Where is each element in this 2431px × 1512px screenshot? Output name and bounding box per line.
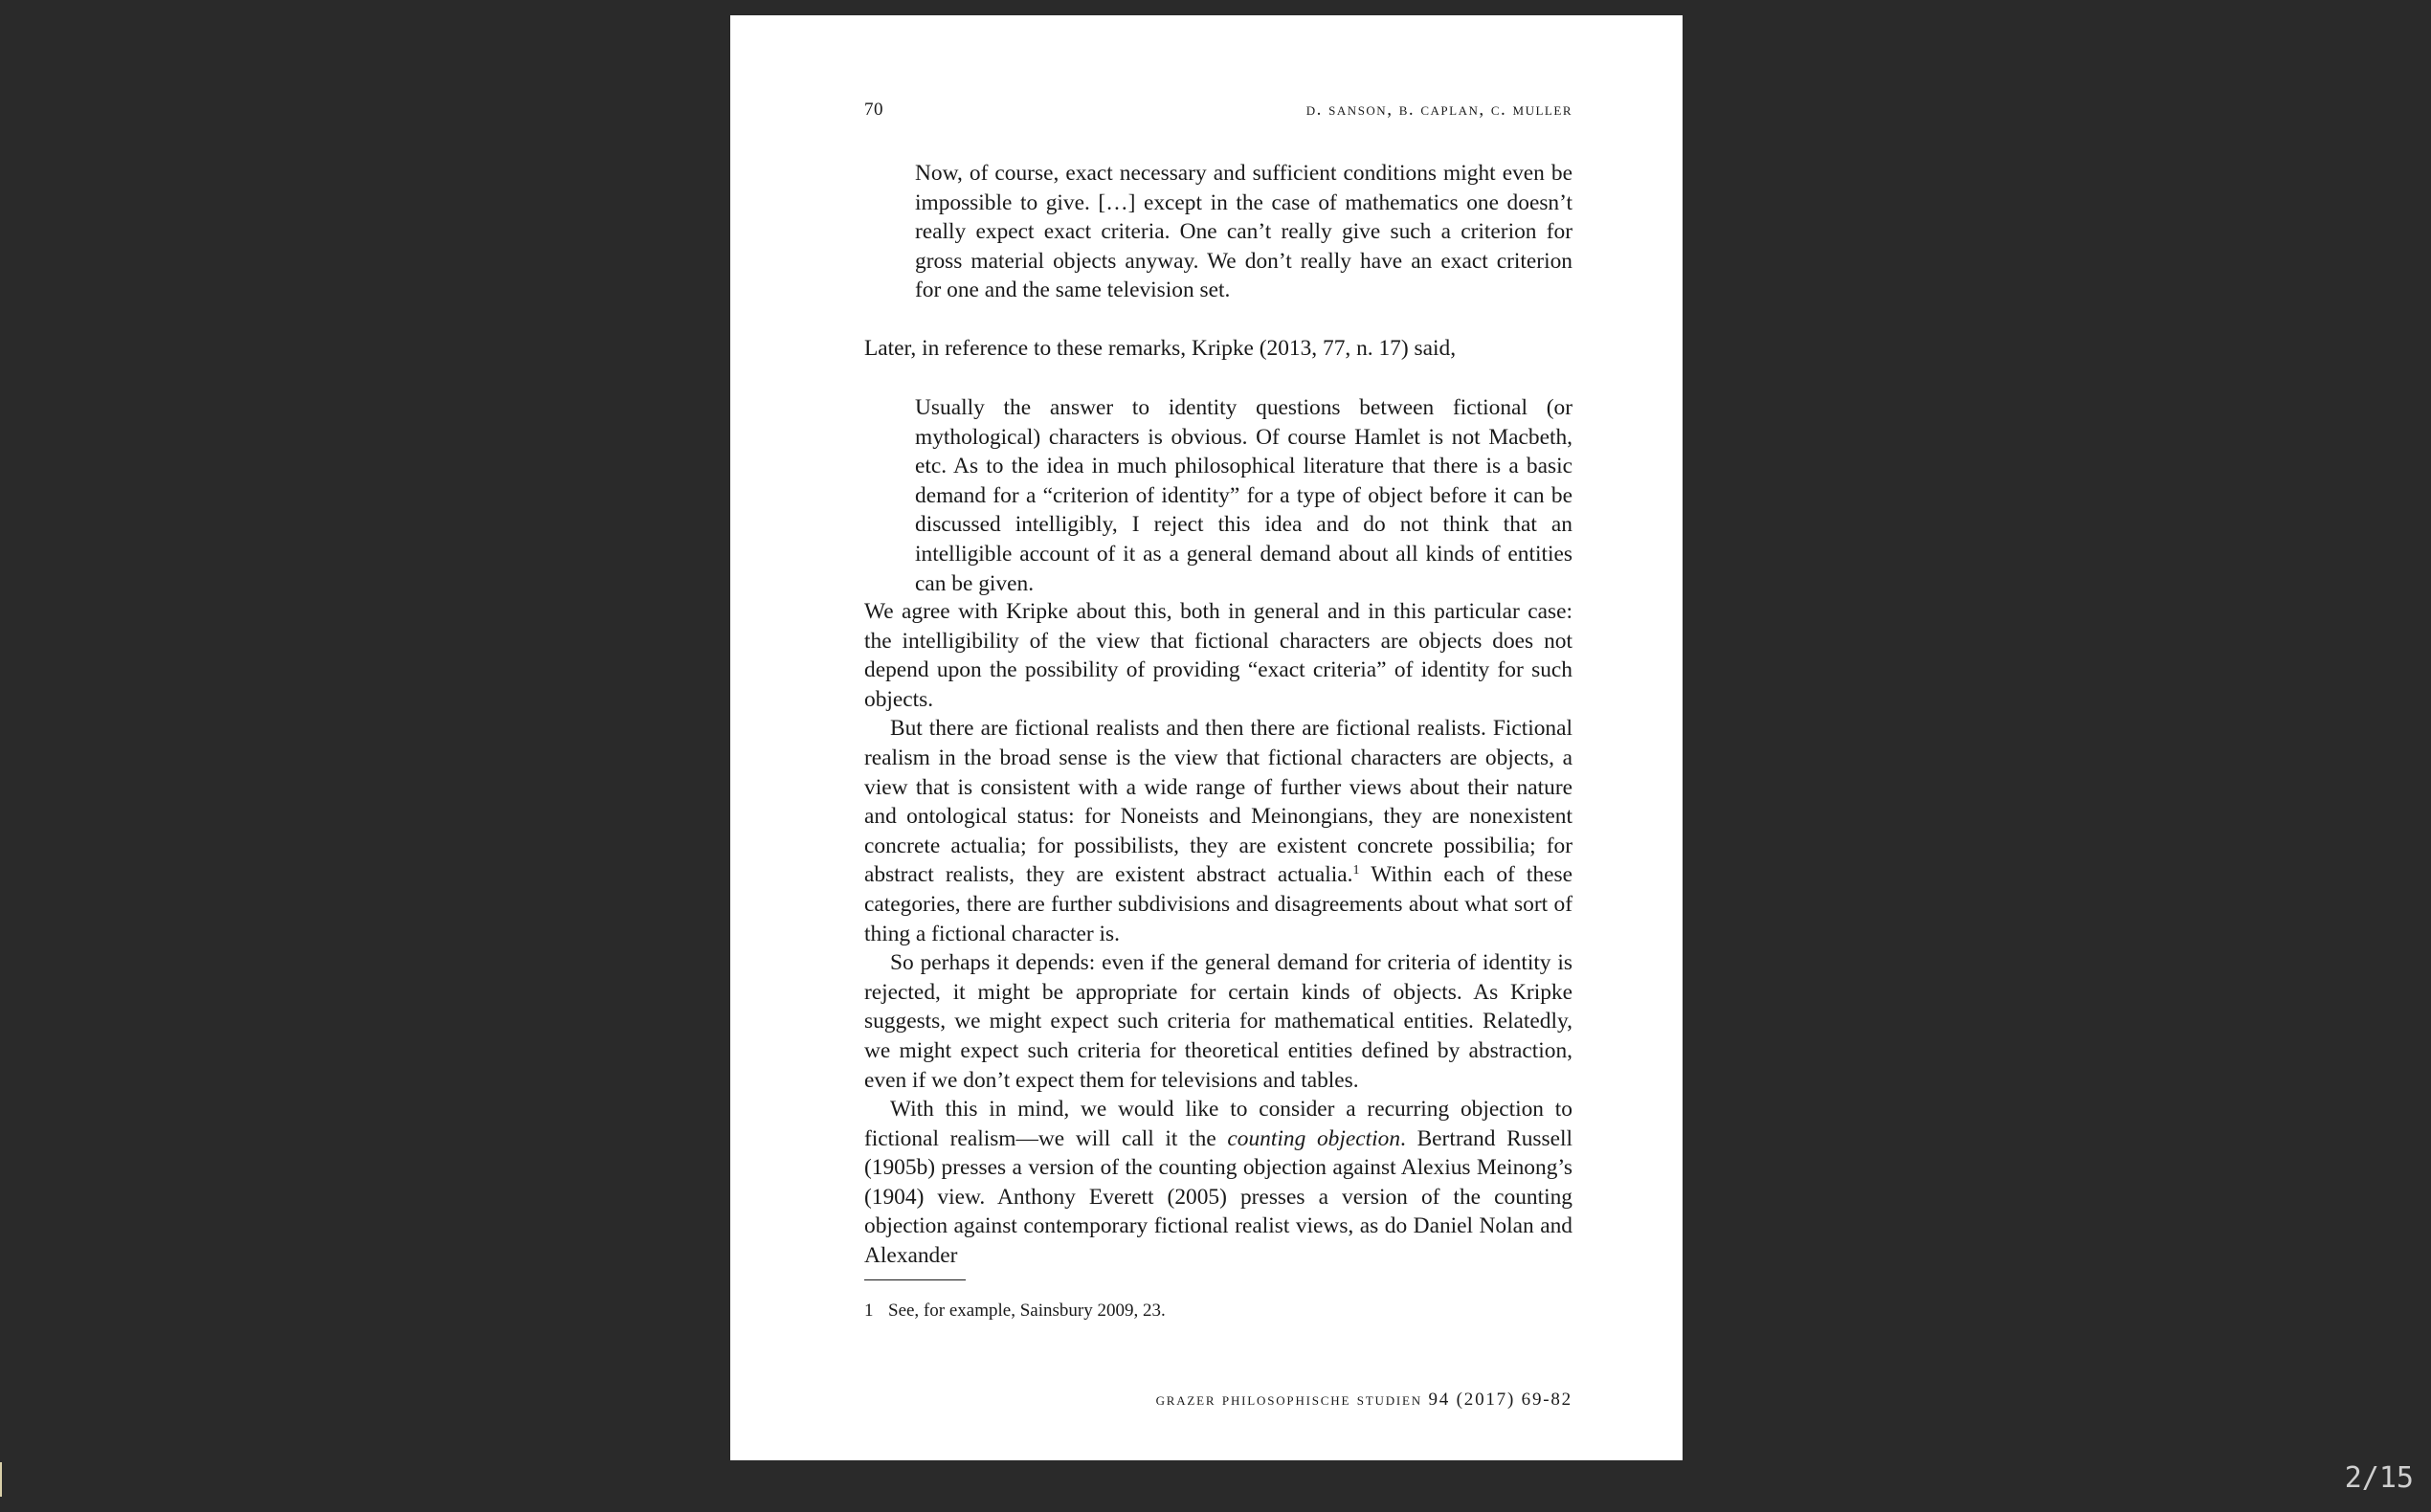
footnote-rule [864,1279,966,1280]
running-head-authors: d. sanson, b. caplan, c. muller [1305,100,1572,120]
paragraph-3: So perhaps it depends: even if the general demand for criteria of identity is rejected, it might be appropriate for certain kinds of objects. As Kripke suggests, we might expect such criteria for mathematical entities. Relatedly, we might expect such criteria for theoretical entities defined by abstraction, even if we don’t expect them for televisions and tables. [864,950,1572,1093]
paragraph-2 [864,714,1572,948]
footnote-reference[interactable]: 1 [1352,863,1360,878]
paragraph-2-text-b: Within each of these categories, there are further subdivisions and disagreements about what sort of thing a fictional character is. [864,862,1572,946]
paragraph-4-text-b: . Bertrand Russell (1905b) presses a version of the counting objection against Alexius Meinong’s (1904) view. Anthony Everett (2005) presses a version of the counting objection against contemporary fictional realist views, as do Daniel Nolan and Alexander [864,1125,1572,1269]
running-header [864,100,1572,128]
paragraph-2-text-a: But there are fictional realists and then there are fictional realists. Fictional realism in the broad sense is the view that fictional characters are objects, a view that is consistent with a wide range of further views about their nature and ontological status: for Noneists and Meinongians, they are nonexistent concrete actualia; for possibilists, they are existent concrete possibilia; for abstract realists, they are existent abstract actualia. [864,716,1572,888]
footnote-number: 1 [864,1301,874,1321]
text-cursor [0,1462,2,1497]
document-page [730,15,1683,1460]
journal-footer: grazer philosophische studien 94 (2017) 69-82 [1155,1390,1572,1410]
block-quote-2: Usually the answer to identity questions between fictional (or mythological) characters is obvious. Of course Hamlet is not Macbeth, etc. As to the idea in much philosophical literature that there is a basic demand for a “criterion of identity” for a type of object before it can be discussed intelligibly, I reject this idea and do not think that an intelligible account of it as a general demand about all kinds of entities can be given. [915,395,1572,596]
page-counter: 2/15 [2344,1461,2414,1495]
page-number: 70 [864,100,883,120]
block-quote-1: Now, of course, exact necessary and sufficient conditions might even be impossible to give. […] except in the case of mathematics one doesn’t really expect exact criteria. One can’t really give such a criterion for gross material objects anyway. We don’t really have an exact criterion for one and the same television set. [915,161,1572,303]
paragraph-4 [864,1095,1572,1271]
counting-objection-term: counting objection [1227,1125,1401,1151]
quote-intro-paragraph: Later, in reference to these remarks, Kripke (2013, 77, n. 17) said, [864,336,1457,361]
paragraph-1: We agree with Kripke about this, both in general and in this particular case: the intelligibility of the view that fictional characters are objects does not depend upon the possibility of providing “exact criteria” of identity for such objects. [864,599,1572,712]
footnote [864,1300,1166,1323]
footnote-text: See, for example, Sainsbury 2009, 23. [888,1301,1166,1321]
paragraph-4-text-a: With this in mind, we would like to consider a recurring objection to fictional realism—we will call it the [864,1097,1572,1151]
body-text [864,597,1572,1271]
